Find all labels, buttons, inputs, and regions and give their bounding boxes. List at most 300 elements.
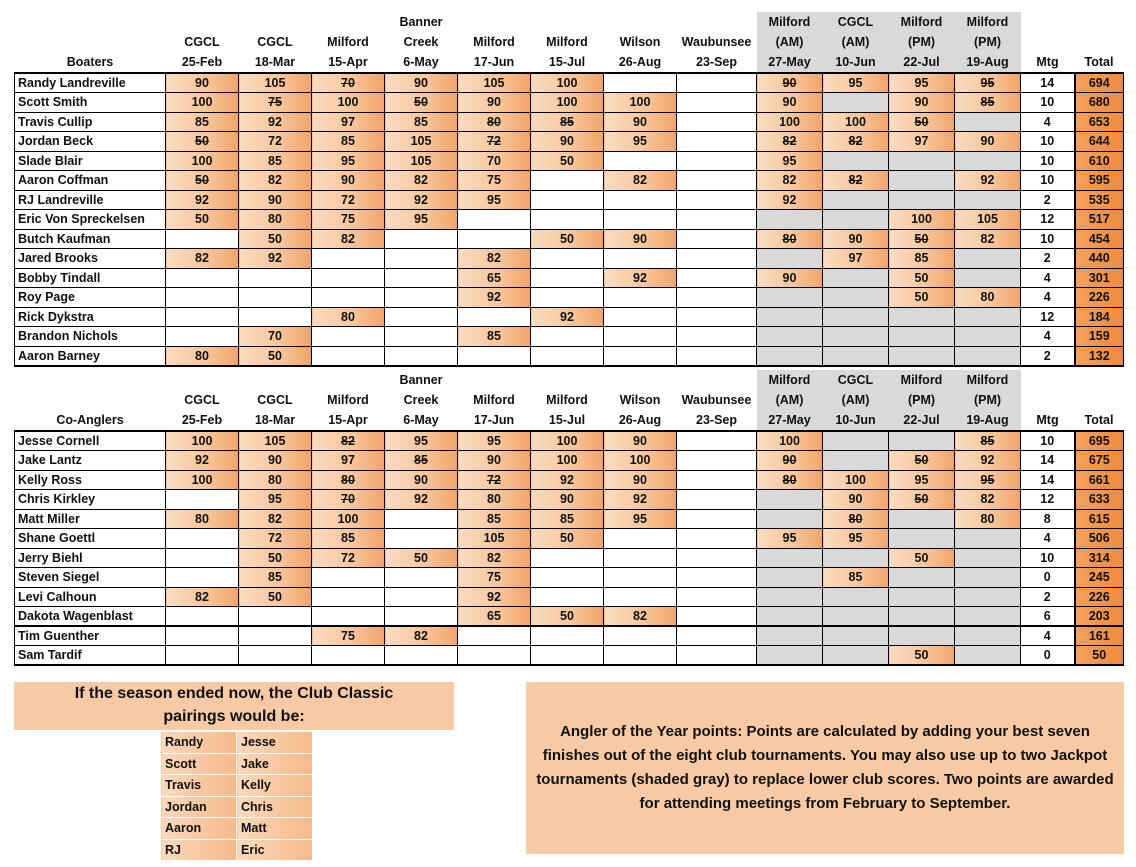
score-cell xyxy=(458,646,531,666)
dropped-score-cell: 50 xyxy=(385,93,458,113)
dropped-score-cell: 85 xyxy=(531,112,604,132)
score-cell: 100 xyxy=(757,431,823,451)
score-cell xyxy=(677,431,757,451)
score-cell: 97 xyxy=(823,249,889,269)
score-cell: 85 xyxy=(823,568,889,588)
pairings-heading xyxy=(14,682,454,730)
score-cell xyxy=(166,626,239,646)
column-header xyxy=(458,12,531,73)
score-cell xyxy=(531,190,604,210)
score-cell xyxy=(239,307,312,327)
score-cell xyxy=(677,548,757,568)
score-cell xyxy=(604,568,677,588)
score-cell xyxy=(531,548,604,568)
score-cell xyxy=(955,646,1021,666)
score-cell xyxy=(239,607,312,627)
dropped-score-cell: 85 xyxy=(385,451,458,471)
meetings-points: 14 xyxy=(1021,470,1075,490)
score-cell: 90 xyxy=(604,470,677,490)
score-cell: 92 xyxy=(604,490,677,510)
score-cell xyxy=(385,288,458,308)
meetings-points: 14 xyxy=(1021,451,1075,471)
score-cell xyxy=(531,646,604,666)
table-row xyxy=(15,229,1124,249)
column-header-line2: (AM) xyxy=(841,35,870,49)
score-cell: 50 xyxy=(531,151,604,171)
score-cell xyxy=(677,268,757,288)
pairing-boater: Jordan xyxy=(161,796,237,818)
score-cell: 92 xyxy=(239,112,312,132)
score-cell xyxy=(823,607,889,627)
score-cell: 72 xyxy=(312,548,385,568)
score-cell: 97 xyxy=(312,112,385,132)
angler-name: Matt Miller xyxy=(15,509,166,529)
column-header xyxy=(531,12,604,73)
score-cell xyxy=(385,346,458,366)
total-points: 245 xyxy=(1075,568,1124,588)
table-row xyxy=(15,73,1124,93)
score-cell xyxy=(757,587,823,607)
pairing-boater: RJ xyxy=(161,839,237,861)
dropped-score-cell: 80 xyxy=(823,509,889,529)
total-points: 694 xyxy=(1075,73,1124,93)
column-header xyxy=(312,370,385,431)
score-cell xyxy=(955,151,1021,171)
score-cell xyxy=(239,268,312,288)
table-row xyxy=(15,93,1124,113)
score-cell: 100 xyxy=(312,93,385,113)
total-points: 517 xyxy=(1075,210,1124,230)
meetings-points: 14 xyxy=(1021,73,1075,93)
meetings-points: 10 xyxy=(1021,431,1075,451)
dropped-score-cell: 82 xyxy=(757,132,823,152)
score-cell xyxy=(677,568,757,588)
score-cell xyxy=(757,307,823,327)
score-cell xyxy=(955,307,1021,327)
meetings-points: 2 xyxy=(1021,249,1075,269)
column-header xyxy=(757,12,823,73)
column-header-line2: CGCL xyxy=(184,393,220,407)
score-cell xyxy=(955,112,1021,132)
dropped-score-cell: 70 xyxy=(312,73,385,93)
score-cell: 50 xyxy=(166,210,239,230)
score-cell xyxy=(531,346,604,366)
meetings-points: 4 xyxy=(1021,626,1075,646)
score-cell xyxy=(604,587,677,607)
score-cell: 50 xyxy=(889,268,955,288)
score-cell: 92 xyxy=(955,451,1021,471)
dropped-score-cell: 50 xyxy=(889,112,955,132)
aoy-points-note xyxy=(526,682,1124,854)
pairing-boater: Aaron xyxy=(161,818,237,840)
total-points: 161 xyxy=(1075,626,1124,646)
column-header-line2: (PM) xyxy=(907,393,936,407)
column-header xyxy=(677,12,757,73)
table-row xyxy=(15,470,1124,490)
score-cell xyxy=(166,646,239,666)
pairing-row xyxy=(161,818,313,840)
aoy-points-text: Angler of the Year points: Points are calculated by adding your best seven finishes out of the eight club tournaments. You may also use up to two Jackpot tournaments (shaded gray) to replace lower club scores. Two points are awarded for attending meetings from February to September. xyxy=(536,723,1114,812)
score-cell: 82 xyxy=(757,171,823,191)
score-cell: 92 xyxy=(166,451,239,471)
score-cell: 70 xyxy=(458,151,531,171)
column-header-line3: 27-May xyxy=(768,413,811,427)
total-points: 680 xyxy=(1075,93,1124,113)
pairing-boater: Scott xyxy=(161,753,237,775)
column-header-line2: Milford xyxy=(546,393,588,407)
dropped-score-cell: 82 xyxy=(823,171,889,191)
angler-name: Roy Page xyxy=(15,288,166,308)
score-cell: 75 xyxy=(312,626,385,646)
score-cell: 90 xyxy=(823,490,889,510)
pairing-row xyxy=(161,753,313,775)
score-cell xyxy=(166,268,239,288)
total-header: Total xyxy=(1084,413,1114,427)
score-cell: 100 xyxy=(823,470,889,490)
score-cell: 82 xyxy=(166,587,239,607)
angler-name: Levi Calhoun xyxy=(15,587,166,607)
score-cell xyxy=(677,529,757,549)
score-cell xyxy=(677,646,757,666)
column-header-line1 xyxy=(166,12,239,32)
score-cell xyxy=(677,112,757,132)
angler-name: Jared Brooks xyxy=(15,249,166,269)
dropped-score-cell: 95 xyxy=(955,73,1021,93)
score-cell: 50 xyxy=(385,548,458,568)
angler-name: Aaron Coffman xyxy=(15,171,166,191)
column-header-line3: 6-May xyxy=(403,413,439,427)
score-cell: 100 xyxy=(531,451,604,471)
score-cell xyxy=(889,151,955,171)
total-points: 675 xyxy=(1075,451,1124,471)
pairing-coangler: Matt xyxy=(237,818,313,840)
score-cell: 95 xyxy=(312,151,385,171)
score-cell xyxy=(385,509,458,529)
score-cell: 100 xyxy=(166,470,239,490)
angler-name: Aaron Barney xyxy=(15,346,166,366)
total-points: 226 xyxy=(1075,288,1124,308)
score-cell: 92 xyxy=(239,249,312,269)
angler-name: Rick Dykstra xyxy=(15,307,166,327)
table-row xyxy=(15,288,1124,308)
score-cell xyxy=(531,568,604,588)
table-row xyxy=(15,249,1124,269)
column-header-line2: Milford xyxy=(473,35,515,49)
score-cell xyxy=(458,307,531,327)
score-cell xyxy=(823,327,889,347)
score-cell: 80 xyxy=(955,509,1021,529)
column-header xyxy=(604,370,677,431)
column-header-line1 xyxy=(239,12,312,32)
score-cell: 100 xyxy=(166,151,239,171)
column-header-line1 xyxy=(239,370,312,390)
meetings-points: 10 xyxy=(1021,151,1075,171)
total-points: 644 xyxy=(1075,132,1124,152)
dropped-score-cell: 80 xyxy=(312,470,385,490)
score-cell xyxy=(531,171,604,191)
total-points: 184 xyxy=(1075,307,1124,327)
score-cell xyxy=(604,626,677,646)
score-cell: 65 xyxy=(458,607,531,627)
column-header-line1: Milford xyxy=(768,373,811,387)
score-cell xyxy=(889,529,955,549)
score-cell: 72 xyxy=(312,190,385,210)
score-cell xyxy=(889,509,955,529)
score-cell xyxy=(604,346,677,366)
score-cell xyxy=(677,229,757,249)
total-points: 314 xyxy=(1075,548,1124,568)
column-header xyxy=(166,370,239,431)
score-cell: 105 xyxy=(458,73,531,93)
column-header xyxy=(889,370,955,431)
score-cell: 95 xyxy=(458,190,531,210)
score-cell: 72 xyxy=(239,529,312,549)
angler-name: Eric Von Spreckelsen xyxy=(15,210,166,230)
score-cell: 105 xyxy=(239,73,312,93)
score-cell xyxy=(757,327,823,347)
score-cell xyxy=(166,529,239,549)
column-header-line3: 25-Feb xyxy=(181,55,223,69)
meetings-points: 10 xyxy=(1021,132,1075,152)
score-cell xyxy=(677,93,757,113)
score-cell: 85 xyxy=(531,509,604,529)
meetings-points: 12 xyxy=(1021,307,1075,327)
score-cell xyxy=(458,210,531,230)
column-header xyxy=(677,370,757,431)
dropped-score-cell: 80 xyxy=(757,229,823,249)
score-cell xyxy=(458,626,531,646)
score-cell: 95 xyxy=(823,73,889,93)
score-cell: 85 xyxy=(385,112,458,132)
meetings-points: 12 xyxy=(1021,210,1075,230)
score-cell xyxy=(955,568,1021,588)
score-cell: 90 xyxy=(757,268,823,288)
total-points: 440 xyxy=(1075,249,1124,269)
column-header-line3: 22-Jul xyxy=(903,55,940,69)
score-cell xyxy=(531,249,604,269)
column-header xyxy=(889,12,955,73)
score-cell xyxy=(955,626,1021,646)
score-cell xyxy=(955,268,1021,288)
score-cell: 80 xyxy=(166,346,239,366)
score-cell xyxy=(312,646,385,666)
table-row xyxy=(15,451,1124,471)
score-cell xyxy=(604,288,677,308)
column-header-line1 xyxy=(531,12,604,32)
column-header xyxy=(166,12,239,73)
angler-name: Scott Smith xyxy=(15,93,166,113)
table-row xyxy=(15,490,1124,510)
score-cell: 95 xyxy=(823,529,889,549)
column-header-line2: Milford xyxy=(473,393,515,407)
score-cell: 100 xyxy=(166,431,239,451)
table-row xyxy=(15,327,1124,347)
meetings-points: 4 xyxy=(1021,288,1075,308)
score-cell xyxy=(531,288,604,308)
score-cell xyxy=(757,346,823,366)
score-cell xyxy=(823,151,889,171)
score-cell: 50 xyxy=(239,548,312,568)
score-cell xyxy=(239,626,312,646)
score-cell: 95 xyxy=(604,509,677,529)
score-cell: 82 xyxy=(385,626,458,646)
total-points: 595 xyxy=(1075,171,1124,191)
score-cell xyxy=(889,431,955,451)
table-row xyxy=(15,587,1124,607)
score-cell: 95 xyxy=(889,470,955,490)
score-cell xyxy=(385,587,458,607)
column-header-line2: (AM) xyxy=(775,35,804,49)
score-cell xyxy=(166,229,239,249)
score-cell: 70 xyxy=(239,327,312,347)
score-cell xyxy=(239,646,312,666)
angler-name: Steven Siegel xyxy=(15,568,166,588)
table-row xyxy=(15,346,1124,366)
column-header-line3: 10-Jun xyxy=(835,413,876,427)
pairing-coangler: Kelly xyxy=(237,775,313,797)
score-cell xyxy=(677,587,757,607)
column-header-line1: CGCL xyxy=(837,15,874,29)
angler-name: Chris Kirkley xyxy=(15,490,166,510)
pairing-row xyxy=(161,796,313,818)
column-header-line2: (AM) xyxy=(841,393,870,407)
score-cell xyxy=(604,529,677,549)
score-cell: 95 xyxy=(239,490,312,510)
total-points: 661 xyxy=(1075,470,1124,490)
score-cell: 95 xyxy=(458,431,531,451)
score-cell xyxy=(677,327,757,347)
angler-name: Jerry Biehl xyxy=(15,548,166,568)
pairings-title: If the season ended now, the Club Classic pairings would be: xyxy=(74,685,394,725)
column-header-line2: (PM) xyxy=(973,393,1002,407)
column-header-line3: 26-Aug xyxy=(618,413,662,427)
column-header-line2: Waubunsee xyxy=(681,35,752,49)
score-cell xyxy=(385,268,458,288)
score-cell: 80 xyxy=(312,307,385,327)
score-cell xyxy=(385,646,458,666)
meetings-points: 10 xyxy=(1021,93,1075,113)
meetings-points: 12 xyxy=(1021,490,1075,510)
total-points: 132 xyxy=(1075,346,1124,366)
dropped-score-cell: 80 xyxy=(458,112,531,132)
boaters-standings-table xyxy=(14,12,1124,367)
score-cell: 72 xyxy=(239,132,312,152)
score-cell: 75 xyxy=(458,171,531,191)
angler-name: Kelly Ross xyxy=(15,470,166,490)
angler-name: Slade Blair xyxy=(15,151,166,171)
score-cell xyxy=(677,470,757,490)
meetings-points: 6 xyxy=(1021,607,1075,627)
score-cell: 100 xyxy=(531,93,604,113)
angler-name: Jordan Beck xyxy=(15,132,166,152)
score-cell xyxy=(312,249,385,269)
meetings-points: 0 xyxy=(1021,568,1075,588)
dropped-score-cell: 90 xyxy=(757,73,823,93)
column-header-line3: 23-Sep xyxy=(696,413,737,427)
column-header-line3: 23-Sep xyxy=(696,55,737,69)
dropped-score-cell: 50 xyxy=(889,451,955,471)
score-cell xyxy=(312,607,385,627)
score-cell xyxy=(955,529,1021,549)
mtg-header: Mtg xyxy=(1036,55,1059,69)
score-cell xyxy=(604,327,677,347)
angler-name: Travis Cullip xyxy=(15,112,166,132)
dropped-score-cell: 80 xyxy=(757,470,823,490)
column-header-line3: 17-Jun xyxy=(473,55,515,69)
score-cell: 105 xyxy=(385,132,458,152)
score-cell: 82 xyxy=(312,229,385,249)
score-cell xyxy=(889,190,955,210)
table-row xyxy=(15,307,1124,327)
score-cell xyxy=(312,327,385,347)
score-cell xyxy=(955,346,1021,366)
table-row xyxy=(15,151,1124,171)
column-header xyxy=(823,370,889,431)
score-cell xyxy=(677,607,757,627)
dropped-score-cell: 50 xyxy=(166,132,239,152)
score-cell: 50 xyxy=(531,607,604,627)
section-title: Boaters xyxy=(66,55,114,69)
column-header-line3: 15-Apr xyxy=(328,413,368,427)
column-header-line2: CGCL xyxy=(257,35,293,49)
column-header-line2: CGCL xyxy=(257,393,293,407)
meetings-points: 8 xyxy=(1021,509,1075,529)
column-header-line1 xyxy=(458,12,531,32)
score-cell: 82 xyxy=(458,249,531,269)
meetings-points: 2 xyxy=(1021,190,1075,210)
header-row xyxy=(15,12,1124,73)
co-anglers-standings-table xyxy=(14,370,1124,666)
dropped-score-cell: 82 xyxy=(823,132,889,152)
total-points: 535 xyxy=(1075,190,1124,210)
meetings-points: 4 xyxy=(1021,112,1075,132)
dropped-score-cell: 75 xyxy=(239,93,312,113)
score-cell: 50 xyxy=(889,288,955,308)
angler-name: Randy Landreville xyxy=(15,73,166,93)
score-cell: 92 xyxy=(604,268,677,288)
angler-name: Brandon Nichols xyxy=(15,327,166,347)
score-cell xyxy=(823,307,889,327)
column-header xyxy=(757,370,823,431)
score-cell: 82 xyxy=(239,509,312,529)
score-cell xyxy=(677,288,757,308)
column-header-line2: Wilson xyxy=(619,35,661,49)
total-points: 633 xyxy=(1075,490,1124,510)
pairing-coangler: Jake xyxy=(237,753,313,775)
score-cell xyxy=(166,327,239,347)
total-points: 506 xyxy=(1075,529,1124,549)
score-cell: 50 xyxy=(889,646,955,666)
dropped-score-cell: 70 xyxy=(312,490,385,510)
score-cell: 80 xyxy=(458,490,531,510)
dropped-score-cell: 95 xyxy=(955,470,1021,490)
total-points: 454 xyxy=(1075,229,1124,249)
table-row xyxy=(15,646,1124,666)
score-cell: 92 xyxy=(385,190,458,210)
pairing-row xyxy=(161,775,313,797)
angler-name: Jake Lantz xyxy=(15,451,166,471)
angler-name: Dakota Wagenblast xyxy=(15,607,166,627)
score-cell: 85 xyxy=(166,112,239,132)
column-header xyxy=(312,12,385,73)
score-cell xyxy=(757,646,823,666)
score-cell xyxy=(889,307,955,327)
score-cell: 100 xyxy=(531,73,604,93)
dropped-score-cell: 90 xyxy=(757,451,823,471)
score-cell xyxy=(823,626,889,646)
score-cell: 95 xyxy=(385,210,458,230)
score-cell: 97 xyxy=(889,132,955,152)
